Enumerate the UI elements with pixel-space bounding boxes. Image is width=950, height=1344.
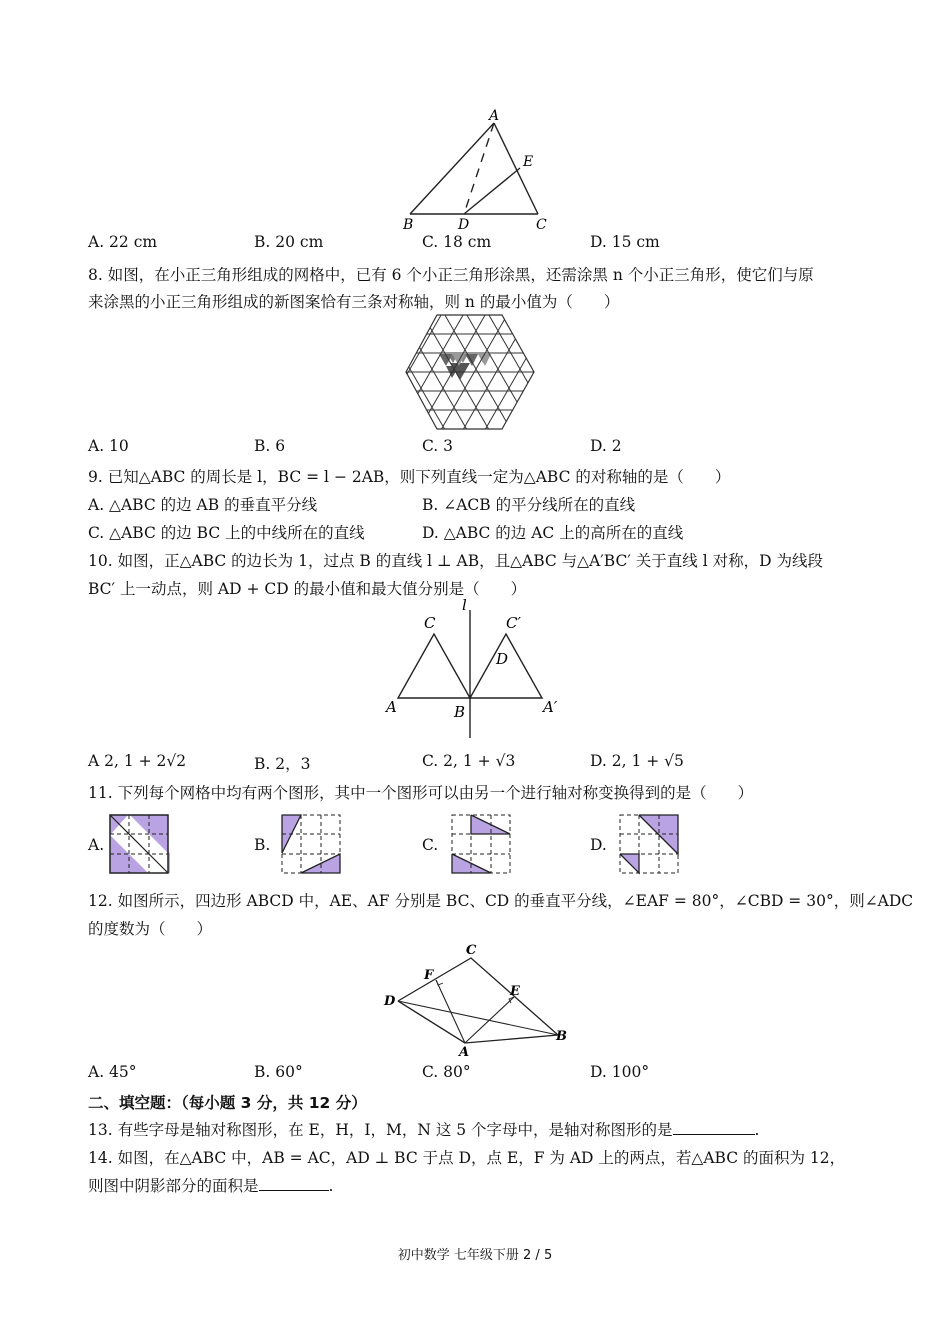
q12-option-d: D. 100°	[590, 1063, 650, 1081]
q12-label-e: E	[510, 984, 520, 999]
q10-figure	[380, 598, 580, 743]
q10-label-d: D	[496, 650, 509, 668]
q12-option-a: A. 45°	[88, 1063, 137, 1081]
q9-option-c: C. △ABC 的边 BC 上的中线所在的直线	[88, 524, 365, 542]
q8-option-b: B. 6	[254, 437, 286, 455]
q13-answer-blank[interactable]	[673, 1120, 755, 1135]
q7-figure	[398, 108, 558, 232]
q10-label-c-prime: C′	[506, 614, 521, 632]
q7-option-c: C. 18 cm	[422, 233, 492, 251]
q9-option-a: A. △ABC 的边 AB 的垂直平分线	[88, 496, 318, 514]
q8-triangle-grid	[405, 310, 535, 438]
q12-figure	[368, 940, 583, 1058]
q12-label-c: C	[466, 943, 477, 958]
q13-text: 13. 有些字母是轴对称图形，在 E，H，I，M，N 这 5 个字母中，是轴对称图形的是	[88, 1121, 673, 1139]
q14-answer-blank[interactable]	[259, 1176, 329, 1191]
q10-label-l: l	[462, 598, 467, 614]
q7-option-d: D. 15 cm	[590, 233, 660, 251]
q8-option-d: D. 2	[590, 437, 622, 455]
q11-grid-c	[450, 813, 512, 875]
q7-option-a: A. 22 cm	[88, 233, 158, 251]
q7-label-d: D	[458, 217, 470, 232]
q12-text-line2: 的度数为（ ）	[88, 920, 213, 938]
q7-label-c: C	[536, 217, 547, 232]
q8-text-line2: 来涂黑的小正三角形组成的新图案恰有三条对称轴，则 n 的最小值为（ ）	[88, 293, 620, 311]
q10-text-line1: 10. 如图，正△ABC 的边长为 1，过点 B 的直线 l ⊥ AB，且△ABC 与△A′BC′ 关于直线 l 对称，D 为线段	[88, 552, 823, 570]
q12-label-d: D	[384, 994, 396, 1009]
q8-option-a: A. 10	[88, 437, 129, 455]
q10-label-a-prime: A′	[543, 698, 558, 716]
q12-label-f: F	[424, 968, 434, 983]
q10-option-d: D. 2, 1 + √5	[590, 752, 684, 770]
q13-end: .	[754, 1121, 760, 1139]
q8-option-c: C. 3	[422, 437, 454, 455]
q10-text-line2: BC′ 上一动点，则 AD + CD 的最小值和最大值分别是（ ）	[88, 580, 527, 598]
q12-label-a: A	[459, 1045, 470, 1058]
q11-option-a: A.	[88, 836, 105, 854]
q14-text-line2: 则图中阴影部分的面积是	[88, 1177, 259, 1195]
q11-option-b: B.	[254, 836, 271, 854]
q11-grid-d	[618, 813, 680, 875]
q9-option-b: B. ∠ACB 的平分线所在的直线	[422, 496, 636, 514]
q10-option-b: B. 2，3	[254, 755, 311, 773]
page-footer: 初中数学 七年级下册 2 / 5	[397, 1248, 553, 1263]
q12-label-b: B	[556, 1029, 567, 1044]
q11-grid-b	[280, 813, 342, 875]
q7-label-e: E	[523, 154, 534, 170]
q11-option-d: D.	[590, 836, 607, 854]
q7-option-b: B. 20 cm	[254, 233, 324, 251]
q10-option-c: C. 2, 1 + √3	[422, 752, 516, 770]
section-title-fill-in: 二、填空题：（每小题 3 分，共 12 分）	[88, 1094, 367, 1112]
q7-label-b: B	[403, 217, 414, 232]
q14-end: .	[328, 1177, 334, 1195]
q12-text-line1: 12. 如图所示，四边形 ABCD 中，AE、AF 分别是 BC、CD 的垂直平分线，∠EAF = 80°，∠CBD = 30°，则∠ADC	[88, 892, 914, 910]
q11-text: 11. 下列每个网格中均有两个图形，其中一个图形可以由另一个进行轴对称变换得到的是（ ）	[88, 784, 754, 802]
q14-line2	[88, 1174, 333, 1196]
q9-option-d: D. △ABC 的边 AC 上的高所在的直线	[422, 524, 684, 542]
q11-grid-a	[108, 813, 170, 875]
q12-option-c: C. 80°	[422, 1063, 471, 1081]
q7-label-a: A	[489, 108, 500, 124]
q14-text-line1: 14. 如图，在△ABC 中，AB = AC，AD ⊥ BC 于点 D，点 E，F 为 AD 上的两点，若△ABC 的面积为 12，	[88, 1149, 846, 1167]
q12-option-b: B. 60°	[254, 1063, 303, 1081]
q10-option-a: A 2, 1 + 2√2	[88, 752, 187, 770]
q13-line	[88, 1118, 759, 1140]
q9-text: 9. 已知△ABC 的周长是 l，BC = l − 2AB，则下列直线一定为△ABC 的对称轴的是（ ）	[88, 468, 731, 486]
q10-label-b: B	[454, 703, 466, 721]
q10-label-c: C	[424, 614, 436, 632]
q8-text-line1: 8. 如图，在小正三角形组成的网格中，已有 6 个小正三角形涂黑，还需涂黑 n 个小正三角形，使它们与原	[88, 266, 814, 284]
q11-option-c: C.	[422, 836, 439, 854]
q10-label-a: A	[386, 698, 397, 716]
